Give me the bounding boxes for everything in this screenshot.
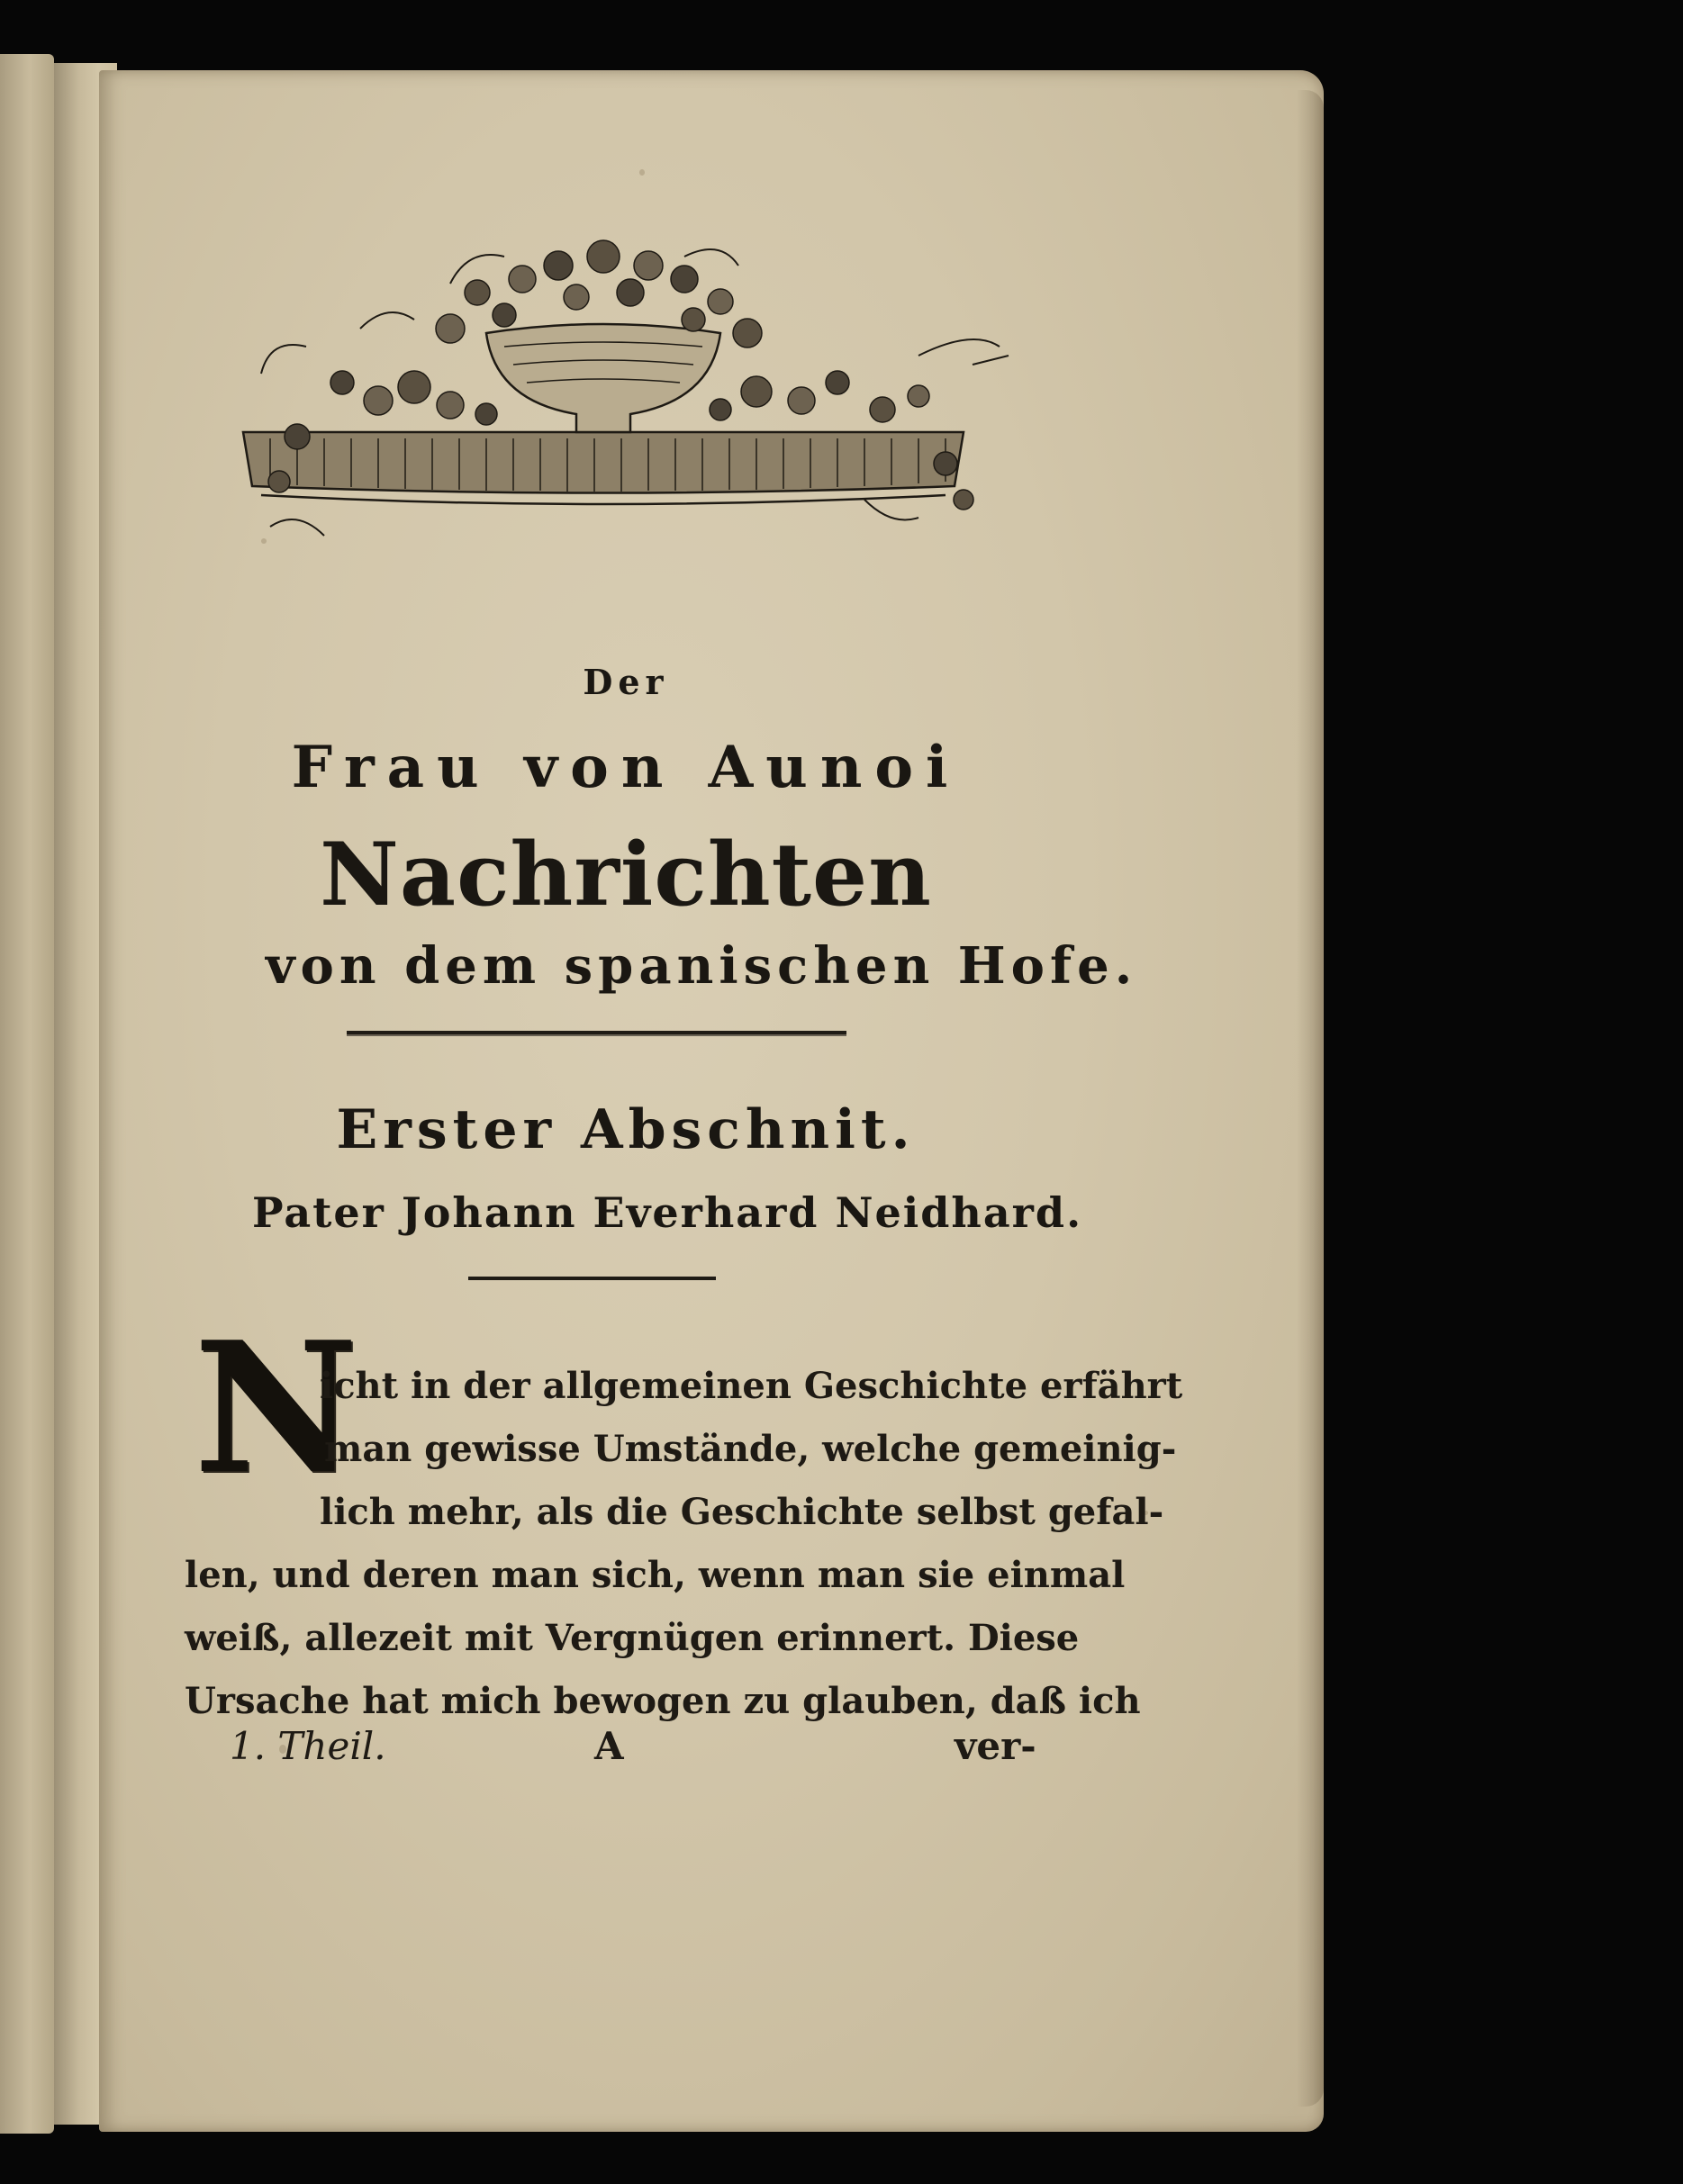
flower-basket-ornament-icon (180, 230, 1027, 554)
left-page-edge (0, 54, 54, 2134)
paper-spot (639, 169, 645, 176)
body-text-line: icht in der allgemeinen Geschichte erfährt (320, 1365, 1183, 1407)
page-edge-shadow (1297, 90, 1324, 2107)
signature-mark: A (594, 1724, 624, 1768)
title-rule (347, 1031, 846, 1034)
section-rule (468, 1277, 716, 1280)
catchword: ver- (955, 1724, 1036, 1768)
title-line-der: Der (583, 662, 669, 702)
body-text-line: Ursache hat mich bewogen zu glauben, daß ich (185, 1680, 1141, 1722)
title-line-author: Frau von Aunoi (291, 734, 961, 801)
title-subheading: von dem spanischen Hofe. (266, 936, 1138, 996)
body-text-line: len, und deren man sich, wenn man sie einmal (185, 1554, 1126, 1596)
signature-line: 1. Theil. (230, 1724, 386, 1768)
body-text-line: weiß, allezeit mit Vergnügen erinnert. Diese (185, 1617, 1080, 1659)
drop-cap: N (194, 1303, 358, 1514)
body-text-line: lich mehr, als die Geschichte selbst gefal- (320, 1491, 1164, 1533)
title-main-heading: Nachrichten (320, 824, 932, 925)
section-heading: Erster Abschnit. (336, 1098, 916, 1161)
section-subheading: Pater Johann Everhard Neidhard. (252, 1188, 1083, 1237)
body-text-line: man gewisse Umstände, welche gemeinig- (324, 1428, 1177, 1470)
